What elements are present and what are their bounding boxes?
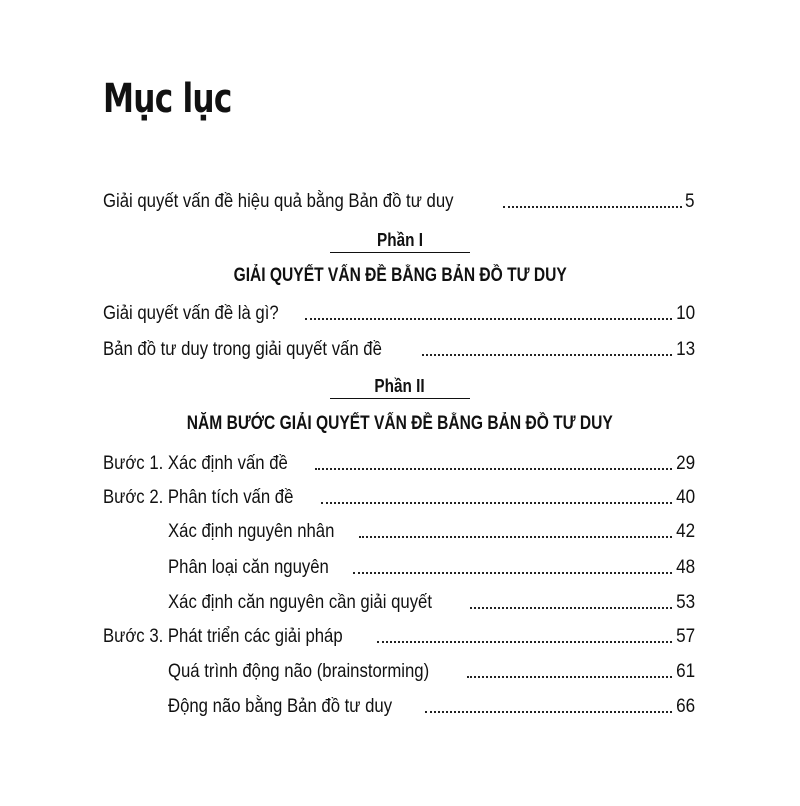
toc-entry[interactable] [103,484,695,510]
toc-entry-page: 61 [675,661,695,682]
toc-entry-intro[interactable] [103,188,695,214]
toc-entry[interactable] [103,300,695,326]
toc-entry-label: Xác định căn nguyên cần giải quyết [168,592,432,613]
dot-leader [359,536,672,538]
dot-leader [377,641,672,643]
dot-leader [315,468,672,470]
toc-entry-page: 5 [685,191,695,212]
part-1-label: Phần I [330,229,470,253]
page-title: Mục lục [103,76,232,122]
toc-subentry[interactable] [168,658,695,684]
toc-entry-page: 13 [675,339,695,360]
toc-subentry[interactable] [168,693,695,719]
toc-subentry[interactable] [168,554,695,580]
dot-leader [353,572,672,574]
toc-entry-label: Giải quyết vấn đề hiệu quả bằng Bản đồ tư duy [103,191,454,212]
toc-entry-label: Bản đồ tư duy trong giải quyết vấn đề [103,339,382,360]
toc-entry-page: 10 [675,303,695,324]
dot-leader [422,354,672,356]
toc-entry-label: Xác định nguyên nhân [168,521,335,542]
toc-entry[interactable] [103,336,695,362]
toc-entry-page: 66 [675,696,695,717]
toc-entry-page: 53 [675,592,695,613]
dot-leader [321,502,672,504]
dot-leader [305,318,672,320]
part-1-heading: GIẢI QUYẾT VẤN ĐỀ BẰNG BẢN ĐỒ TƯ DUY [233,265,567,286]
toc-entry[interactable] [103,623,695,649]
toc-entry-label: Phân loại căn nguyên [168,557,329,578]
toc-subentry[interactable] [168,589,695,615]
toc-entry-page: 48 [675,557,695,578]
toc-entry-page: 29 [675,453,695,474]
toc-entry-page: 57 [675,626,695,647]
toc-entry-label: Bước 1. Xác định vấn đề [103,453,288,474]
toc-entry-page: 42 [675,521,695,542]
dot-leader [425,711,672,713]
toc-subentry[interactable] [168,518,695,544]
toc-entry[interactable] [103,450,695,476]
toc-entry-label: Giải quyết vấn đề là gì? [103,303,279,324]
toc-entry-label: Bước 3. Phát triển các giải pháp [103,626,343,647]
part-2-label: Phần II [330,375,470,399]
toc-entry-label: Động não bằng Bản đồ tư duy [168,696,393,717]
dot-leader [470,607,672,609]
toc-entry-label: Quá trình động não (brainstorming) [168,661,430,682]
dot-leader [503,206,682,208]
part-2-heading: NĂM BƯỚC GIẢI QUYẾT VẤN ĐỀ BẰNG BẢN ĐỒ TƯ DUY [186,413,614,434]
toc-entry-label: Bước 2. Phân tích vấn đề [103,487,294,508]
toc-entry-page: 40 [675,487,695,508]
dot-leader [467,676,672,678]
